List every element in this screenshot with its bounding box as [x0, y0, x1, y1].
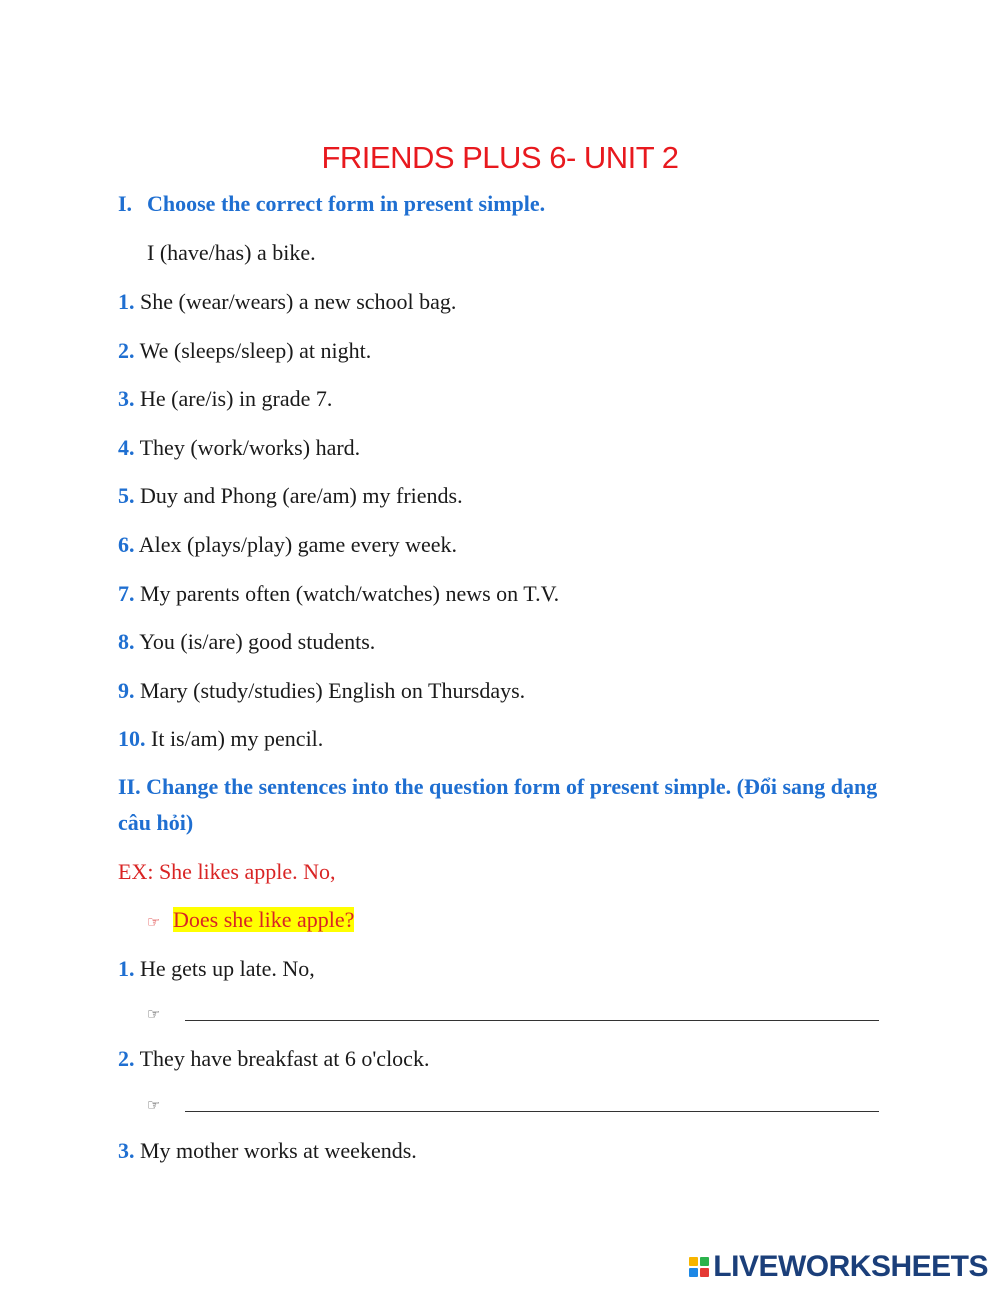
- answer-row: [147, 1089, 879, 1119]
- item-text: She (wear/wears) a new school bag.: [140, 289, 457, 314]
- item-text: It is/am) my pencil.: [151, 726, 324, 751]
- list-item: [118, 1045, 429, 1073]
- item-number: 2.: [118, 1046, 135, 1071]
- answer-input[interactable]: [185, 1006, 879, 1021]
- item-text: You (is/are) good students.: [139, 629, 376, 654]
- list-item: [118, 1137, 417, 1165]
- item-text: My mother works at weekends.: [140, 1138, 417, 1163]
- item-text: My parents often (watch/watches) news on T.V.: [140, 581, 560, 606]
- item-text: We (sleeps/sleep) at night.: [139, 338, 372, 363]
- list-item: [118, 725, 323, 753]
- liveworksheets-logo: [689, 1250, 988, 1284]
- pointing-hand-icon: ☞: [147, 1095, 161, 1114]
- section-1-heading-text: Choose the correct form in present simple.: [147, 191, 546, 216]
- section-2-heading: II. Change the sentences into the question form of present simple. (Đổi sang dạng câu hỏi): [118, 774, 878, 835]
- item-text: They have breakfast at 6 o'clock.: [139, 1046, 430, 1071]
- item-text: Mary (study/studies) English on Thursdays.: [140, 678, 526, 703]
- logo-mark-icon: [689, 1257, 709, 1277]
- pointing-hand-icon: ☞: [147, 1004, 161, 1023]
- item-number: 5.: [118, 483, 135, 508]
- item-number: 4.: [118, 435, 135, 460]
- list-item: [118, 955, 315, 983]
- item-number: 3.: [118, 386, 135, 411]
- section-2-example: EX: She likes apple. No,: [118, 859, 336, 884]
- item-text: Alex (plays/play) game every week.: [138, 532, 458, 557]
- section-1-example: I (have/has) a bike.: [147, 240, 316, 265]
- item-number: 3.: [118, 1138, 135, 1163]
- answer-row: [147, 998, 879, 1028]
- item-text: They (work/works) hard.: [139, 435, 361, 460]
- pointing-hand-icon: ☞: [147, 912, 161, 931]
- item-number: 8.: [118, 629, 135, 654]
- section-1-roman: I.: [118, 191, 133, 216]
- list-item: [118, 337, 371, 365]
- list-item: [118, 288, 456, 316]
- item-number: 10.: [118, 726, 146, 751]
- logo-square: [689, 1268, 698, 1277]
- logo-square: [689, 1257, 698, 1266]
- list-item: [118, 531, 457, 559]
- list-item: [118, 385, 332, 413]
- item-text: Duy and Phong (are/am) my friends.: [140, 483, 463, 508]
- section-1-heading: [118, 190, 545, 218]
- list-item: [118, 434, 360, 462]
- section-2-example-answer: [147, 906, 354, 936]
- answer-input[interactable]: [185, 1097, 879, 1112]
- logo-text: LIVEWORKSHEETS: [713, 1250, 988, 1283]
- item-number: 7.: [118, 581, 135, 606]
- logo-square: [700, 1268, 709, 1277]
- item-number: 9.: [118, 678, 135, 703]
- example-answer-text: Does she like apple?: [173, 907, 355, 932]
- list-item: [118, 677, 525, 705]
- item-number: 1.: [118, 956, 135, 981]
- item-number: 2.: [118, 338, 135, 363]
- item-number: 1.: [118, 289, 135, 314]
- list-item: [118, 628, 375, 656]
- item-text: He gets up late. No,: [140, 956, 315, 981]
- logo-square: [700, 1257, 709, 1266]
- list-item: [118, 482, 463, 510]
- item-text: He (are/is) in grade 7.: [140, 386, 333, 411]
- item-number: 6.: [118, 532, 135, 557]
- page-title: FRIENDS PLUS 6- UNIT 2: [321, 140, 679, 175]
- list-item: [118, 580, 559, 608]
